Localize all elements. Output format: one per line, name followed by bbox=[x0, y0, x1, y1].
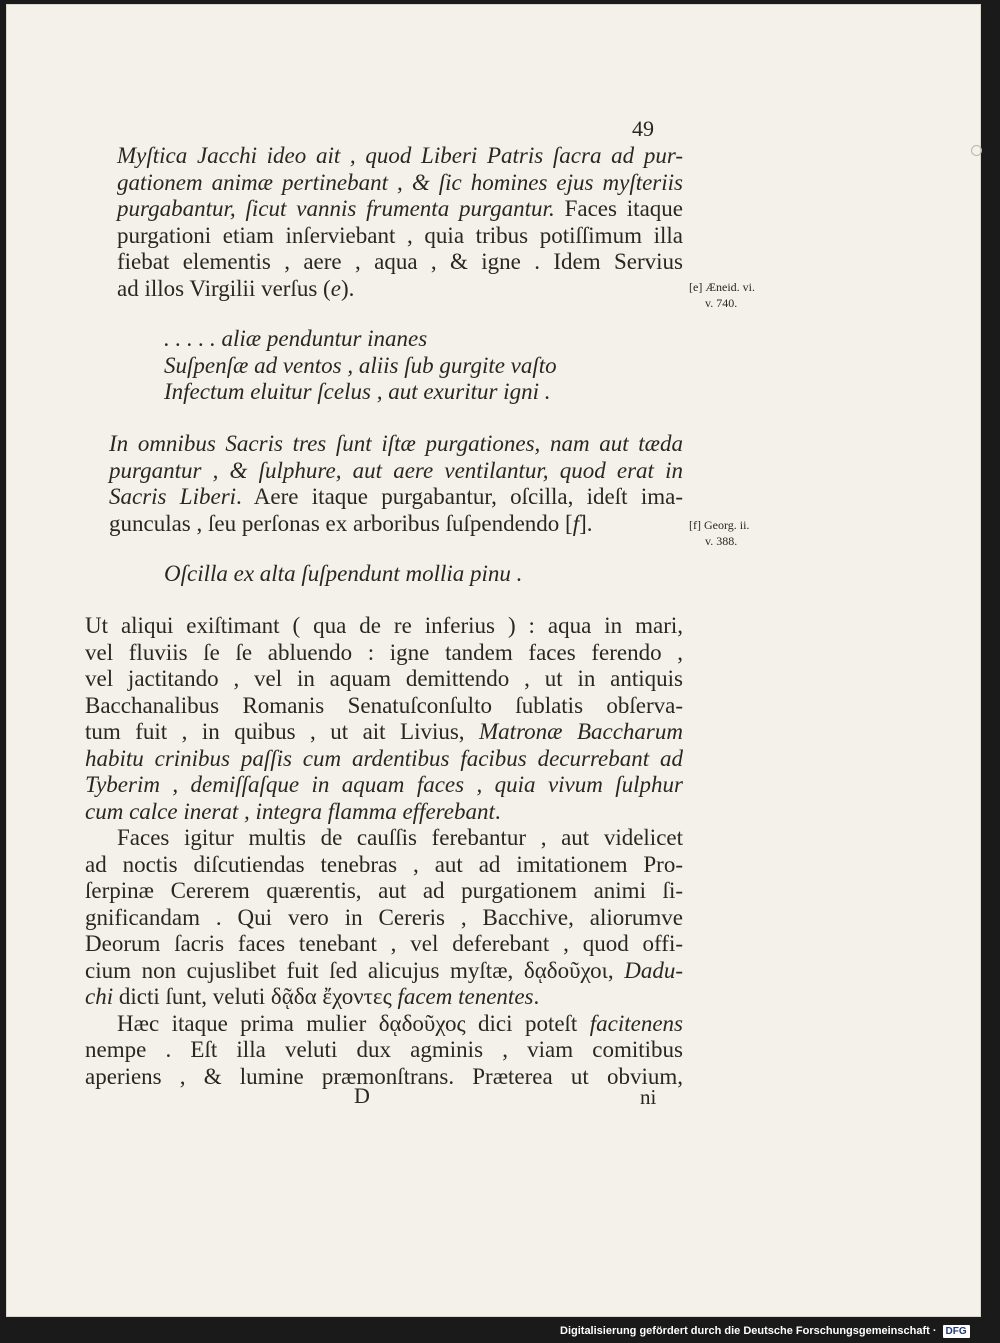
text-line bbox=[117, 223, 683, 250]
text-line bbox=[85, 825, 683, 852]
italic-run: Sacris Liberi bbox=[109, 484, 237, 509]
text-run: Hæc itaque prima mulier δᾳδοῦχος dici poteſt bbox=[117, 1010, 590, 1036]
dfg-logo: DFG bbox=[943, 1325, 970, 1338]
verse-line: . . . . . aliæ penduntur inanes bbox=[164, 326, 428, 351]
italic-run: f bbox=[572, 510, 580, 536]
text-line bbox=[117, 276, 683, 303]
footer-credit: Digitalisierung gefördert durch die Deutsche Forschungsgemeinschaft · bbox=[560, 1325, 937, 1337]
text-run: Ut aliqui exiſtimant ( qua de re inferius ) : aqua in mari, bbox=[85, 613, 683, 638]
text-line bbox=[85, 958, 683, 985]
text-run: ]. bbox=[579, 510, 593, 536]
text-line bbox=[85, 746, 683, 773]
text-line bbox=[109, 484, 683, 511]
italic-run: chi bbox=[85, 984, 114, 1009]
text-line bbox=[85, 852, 683, 879]
text-run: Deorum ſacris faces tenebant , vel deferebant , quod offi- bbox=[85, 931, 683, 956]
italic-run: habitu crinibus paſſis cum ardentibus facibus decurrebant ad bbox=[85, 745, 683, 771]
italic-run: cum calce inerat , integra flamma efferebant bbox=[85, 798, 495, 824]
text-run: nempe . Eſt illa veluti dux agminis , viam comitibus bbox=[85, 1037, 683, 1062]
italic-run: purgabantur, ſicut vannis frumenta purgantur. bbox=[117, 196, 555, 221]
text-run: . Aere itaque purgabantur, oſcilla, ideſt ima- bbox=[236, 484, 683, 509]
italic-run: e bbox=[330, 275, 341, 301]
text-line bbox=[117, 249, 683, 276]
text-run: Faces itaque bbox=[554, 196, 683, 221]
book-page bbox=[6, 4, 981, 1317]
text-line bbox=[85, 1064, 683, 1091]
text-run: Faces igitur multis de cauſſis ferebantur , aut videlicet bbox=[117, 825, 683, 850]
paragraph-3 bbox=[85, 613, 683, 1090]
margin-note-f-line2: v. 388. bbox=[705, 534, 738, 548]
text-run: ). bbox=[340, 275, 355, 301]
italic-run: Dadu- bbox=[624, 957, 683, 983]
text-line bbox=[85, 1011, 683, 1038]
text-line bbox=[117, 143, 683, 170]
text-line bbox=[85, 772, 683, 799]
text-line bbox=[85, 1037, 683, 1064]
text-line bbox=[85, 640, 683, 667]
text-line bbox=[85, 666, 683, 693]
margin-note-e-line2: v. 740. bbox=[705, 296, 738, 310]
text-run: vel fluviis ſe ſe abluendo : igne tandem faces ferendo , bbox=[85, 639, 683, 665]
verse-quote-1 bbox=[164, 326, 614, 406]
text-run: dicti ſunt, veluti δᾷδα ἔχοντες bbox=[113, 984, 398, 1009]
italic-run: Tyberim , demiſſaſque in aquam faces , quia vivum ſulphur bbox=[85, 772, 683, 797]
text-run: vel jactitando , vel in aquam demittendo , ut in antiquis bbox=[85, 666, 683, 691]
italic-run: In omnibus Sacris tres ſunt iſtæ purgationes, nam aut tæda bbox=[109, 431, 683, 456]
text-run: aperiens , & lumine præmonſtrans. Præterea ut obvium, bbox=[85, 1063, 683, 1089]
text-line bbox=[85, 905, 683, 932]
text-run: tum fuit , in quibus , ut ait Livius, bbox=[85, 719, 480, 744]
paragraph-1 bbox=[117, 143, 683, 302]
catchword: ni bbox=[640, 1085, 657, 1109]
margin-note-e-line1: [e] Æneid. vi. bbox=[689, 280, 755, 294]
page-number: 49 bbox=[632, 116, 654, 141]
text-run: ad illos Virgilii verſus ( bbox=[117, 275, 331, 301]
text-line bbox=[117, 170, 683, 197]
italic-run: Myſtica Jacchi ideo ait , quod Liberi Patris ſacra ad pur- bbox=[117, 143, 683, 168]
text-line bbox=[85, 931, 683, 958]
margin-note-e bbox=[689, 279, 755, 311]
digitization-footer bbox=[560, 1323, 970, 1339]
text-line bbox=[85, 799, 683, 826]
text-line bbox=[85, 878, 683, 905]
text-run: ſerpinæ Cererem quærentis, aut ad purgationem animi ſi- bbox=[85, 878, 683, 903]
italic-run: purgantur , & ſulphure, aut aere ventilantur, quod erat in bbox=[109, 457, 683, 483]
verse-line: Oſcilla ex alta ſuſpendunt mollia pinu . bbox=[164, 561, 523, 586]
text-line bbox=[85, 719, 683, 746]
text-line bbox=[85, 984, 683, 1011]
margin-note-f bbox=[689, 517, 749, 549]
text-line bbox=[109, 511, 683, 538]
margin-note-f-line1: [f] Georg. ii. bbox=[689, 518, 750, 532]
italic-run: facitenens bbox=[589, 1010, 683, 1036]
text-line bbox=[109, 458, 683, 485]
text-run: . bbox=[533, 984, 540, 1009]
text-run: . bbox=[494, 798, 501, 824]
text-run: gnificandam . Qui vero in Cereris , Bacchive, aliorumve bbox=[85, 904, 683, 930]
verse-line: Suſpenſæ ad ventos , aliis ſub gurgite vaſto bbox=[164, 352, 557, 378]
text-run: ad noctis diſcutiendas tenebras , aut ad imitationem Pro- bbox=[85, 851, 683, 877]
page-mark bbox=[971, 145, 982, 156]
text-run: fiebat elementis , aere , aqua , & igne . Idem Servius bbox=[117, 249, 683, 274]
text-run: purgationi etiam inſerviebant , quia tribus potiſſimum illa bbox=[117, 222, 683, 248]
text-line bbox=[85, 693, 683, 720]
paragraph-2 bbox=[109, 431, 683, 537]
text-line bbox=[117, 196, 683, 223]
text-run: gunculas , ſeu perſonas ex arboribus ſuſpendendo [ bbox=[109, 510, 573, 536]
signature-mark: D bbox=[354, 1083, 370, 1108]
text-line bbox=[109, 431, 683, 458]
verse-quote-2 bbox=[164, 561, 584, 588]
text-run: Bacchanalibus Romanis Senatuſconſulto ſublatis obſerva- bbox=[85, 692, 683, 718]
verse-line: Infectum eluitur ſcelus , aut exuritur igni . bbox=[164, 379, 551, 404]
italic-run: facem tenentes bbox=[397, 984, 534, 1009]
text-line bbox=[85, 613, 683, 640]
italic-run: Matronæ Baccharum bbox=[479, 719, 683, 744]
text-run: cium non cujuslibet fuit ſed alicujus myſtæ, δᾳδοῦχοι, bbox=[85, 957, 625, 983]
italic-run: gationem animæ pertinebant , & ſic homines ejus myſteriis bbox=[117, 169, 683, 195]
